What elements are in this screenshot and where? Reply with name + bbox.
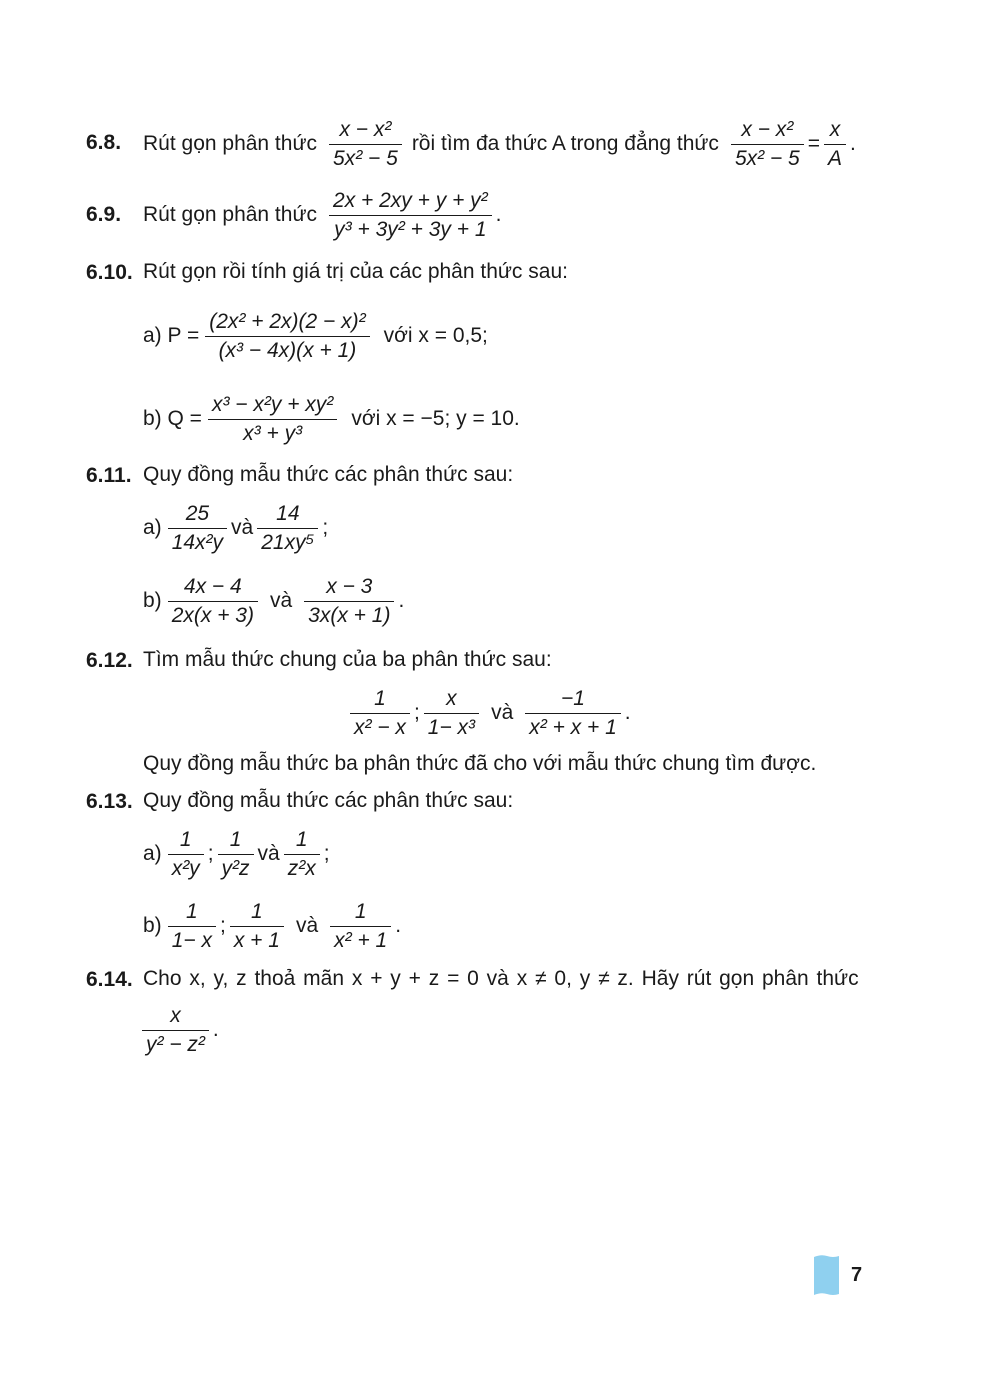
fraction	[168, 898, 216, 955]
numerator: x − x²	[339, 117, 392, 141]
denominator: 5x² − 5	[734, 146, 800, 170]
denominator: 1− x³	[427, 715, 476, 739]
denominator: 3x(x + 1)	[308, 603, 391, 627]
problem-text: Quy đồng mẫu thức các phân thức sau:	[143, 789, 514, 812]
condition-text: với x = 0,5;	[383, 324, 488, 347]
problem-6-11-b	[143, 571, 404, 631]
part-label: a)	[143, 516, 162, 539]
numerator: x	[446, 686, 457, 710]
problem-6-11-a	[143, 499, 328, 557]
numerator: x	[829, 117, 841, 141]
punctuation: .	[850, 132, 856, 155]
problem-number: 6.10.	[86, 261, 133, 284]
fraction	[218, 826, 254, 883]
fraction	[304, 573, 394, 630]
fraction	[350, 685, 410, 742]
numerator: (2x² + 2x)(2 − x)²	[209, 309, 366, 333]
denominator: 14x²y	[171, 530, 224, 554]
fraction	[284, 826, 320, 883]
fraction	[142, 1002, 209, 1059]
conjunction: và	[231, 516, 254, 539]
problem-text: Rút gọn phân thức	[143, 203, 318, 226]
punctuation: ;	[219, 914, 226, 937]
problem-text: Quy đồng mẫu thức các phân thức sau:	[143, 463, 514, 486]
problem-text: Cho x, y, z thoả mãn x + y + z = 0 và x ≠ 0, y ≠ z. Hãy rút gọn phân thức	[143, 967, 859, 990]
fraction	[168, 826, 204, 883]
problem-6-12	[143, 646, 552, 674]
numerator: 1	[251, 899, 263, 923]
denominator: 21xy⁵	[261, 530, 315, 554]
conjunction: và	[491, 701, 514, 724]
fraction	[257, 500, 318, 557]
denominator: 2x(x + 3)	[171, 603, 254, 627]
punctuation: ;	[207, 842, 214, 865]
punctuation: ;	[322, 516, 329, 539]
fraction	[330, 898, 391, 955]
problem-number: 6.11.	[86, 464, 132, 487]
problem-6-10-b	[143, 390, 520, 448]
fraction	[230, 898, 284, 955]
problem-text: Rút gọn rồi tính giá trị của các phân thức sau:	[143, 260, 568, 283]
denominator: (x³ − 4x)(x + 1)	[218, 338, 357, 362]
problem-number: 6.12.	[86, 649, 133, 672]
problem-6-14-fraction	[138, 1001, 219, 1059]
denominator: y³ + 3y² + 3y + 1	[334, 217, 487, 241]
problem-6-13-b	[143, 897, 401, 955]
condition-text: với x = −5; y = 10.	[351, 407, 520, 430]
problem-6-8	[143, 115, 856, 173]
conjunction: và	[295, 914, 319, 937]
conjunction: và	[257, 842, 280, 865]
problem-number: 6.9.	[86, 203, 122, 226]
fraction	[329, 116, 402, 173]
conjunction: và	[269, 589, 293, 612]
problem-6-13	[143, 787, 513, 815]
numerator: 2x + 2xy + y + y²	[333, 188, 488, 212]
problem-text: Tìm mẫu thức chung của ba phân thức sau:	[143, 648, 552, 671]
problem-text: Rút gọn phân thức	[143, 132, 318, 155]
numerator: 1	[295, 827, 308, 851]
problem-number: 6.8.	[86, 131, 122, 154]
problem-6-10-a	[143, 304, 488, 368]
numerator: 1	[179, 827, 192, 851]
numerator: 1	[354, 899, 367, 923]
denominator: A	[828, 146, 843, 170]
punctuation: .	[395, 914, 402, 937]
fraction	[208, 391, 337, 448]
problem-text: Quy đồng mẫu thức ba phân thức đã cho với mẫu thức chung tìm được.	[143, 752, 817, 775]
part-label: b)	[143, 589, 162, 612]
numerator: 1	[374, 686, 386, 710]
numerator: x − 3	[326, 574, 373, 598]
problem-6-11	[143, 461, 513, 489]
part-label: a) P =	[143, 324, 200, 347]
punctuation: .	[495, 203, 502, 226]
numerator: x³ − x²y + xy²	[211, 392, 334, 416]
punctuation: .	[624, 701, 631, 724]
book-icon-shape	[814, 1255, 839, 1295]
punctuation: ;	[323, 842, 330, 865]
book-icon	[813, 1254, 840, 1296]
punctuation: ;	[413, 701, 420, 724]
fraction	[525, 685, 621, 742]
numerator: 1	[229, 827, 242, 851]
denominator: x² + x + 1	[529, 715, 617, 739]
fraction	[824, 116, 846, 173]
problem-text: rồi tìm đa thức A trong đẳng thức	[411, 132, 719, 155]
fraction	[424, 685, 479, 742]
part-label: b) Q =	[143, 407, 202, 430]
denominator: x² + 1	[334, 928, 388, 952]
denominator: y² − z²	[146, 1032, 205, 1056]
numerator: 4x − 4	[183, 574, 242, 598]
numerator: 1	[185, 899, 198, 923]
problem-number: 6.14.	[86, 968, 133, 991]
denominator: z²x	[287, 856, 316, 880]
numerator: 25	[185, 501, 210, 525]
denominator: x²y	[171, 856, 200, 880]
problem-6-10	[143, 258, 568, 286]
numerator: −1	[561, 686, 585, 710]
numerator: x − x²	[741, 117, 794, 141]
numerator: 14	[276, 501, 300, 525]
problem-6-12-fractions	[346, 684, 631, 742]
denominator: 1− x	[171, 928, 212, 952]
denominator: x² − x	[354, 715, 406, 739]
punctuation: .	[398, 589, 405, 612]
part-label: b)	[143, 914, 162, 937]
numerator: x	[170, 1003, 181, 1027]
denominator: 5x² − 5	[333, 146, 398, 170]
punctuation: .	[212, 1018, 219, 1041]
denominator: x + 1	[233, 928, 280, 952]
fraction	[205, 308, 369, 365]
problem-6-9	[143, 186, 502, 244]
problem-6-14	[143, 965, 883, 993]
denominator: x³ + y³	[243, 421, 303, 445]
problem-6-13-a	[143, 825, 330, 883]
fraction	[168, 500, 227, 557]
equals-sign: =	[807, 132, 820, 155]
fraction	[168, 573, 258, 630]
problem-6-12-instruction	[143, 750, 816, 778]
page-number: 7	[851, 1264, 863, 1286]
problem-number: 6.13.	[86, 790, 133, 813]
fraction	[731, 116, 804, 173]
fraction	[329, 187, 492, 244]
part-label: a)	[143, 842, 162, 865]
denominator: y²z	[221, 856, 250, 880]
